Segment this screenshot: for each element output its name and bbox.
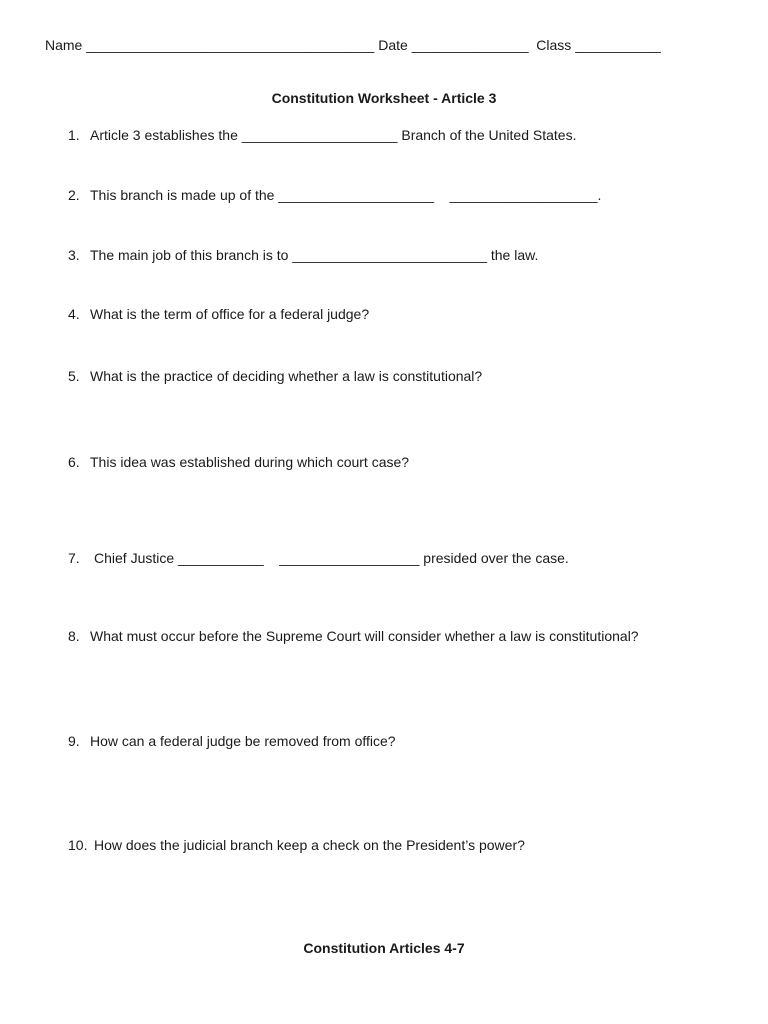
header-line [45, 37, 661, 53]
question-number: 7. [68, 550, 80, 566]
name-label: Name [45, 37, 83, 53]
question-number: 5. [68, 368, 80, 384]
next-section-title: Constitution Articles 4-7 [303, 940, 465, 956]
question-text: This idea was established during which court case? [90, 454, 410, 470]
question-text: Chief Justice ___________ __________________ presided over the case. [94, 550, 569, 566]
date-blank[interactable]: _______________ [411, 37, 529, 53]
question-number: 1. [68, 127, 80, 143]
date-label: Date [378, 37, 408, 53]
question-text: This branch is made up of the ____________________ ___________________. [90, 187, 602, 203]
question-number: 2. [68, 187, 80, 203]
question-text: The main job of this branch is to _________________________ the law. [90, 247, 539, 263]
question-text: What is the practice of deciding whether a law is constitutional? [90, 368, 483, 384]
question-number: 4. [68, 306, 80, 322]
question-text: What is the term of office for a federal judge? [90, 306, 370, 322]
class-label: Class [536, 37, 572, 53]
question-number: 9. [68, 733, 80, 749]
question-text: Article 3 establishes the ____________________ Branch of the United States. [90, 127, 577, 143]
question-number: 10. [68, 837, 88, 853]
question-number: 6. [68, 454, 80, 470]
question-number: 8. [68, 628, 80, 644]
question-text: What must occur before the Supreme Court will consider whether a law is constitutional? [90, 628, 639, 644]
name-blank[interactable]: _____________________________________ [86, 37, 375, 53]
class-blank[interactable]: ___________ [575, 37, 661, 53]
question-number: 3. [68, 247, 80, 263]
question-text: How does the judicial branch keep a check on the President’s power? [94, 837, 525, 853]
worksheet-title: Constitution Worksheet - Article 3 [271, 90, 497, 106]
question-text: How can a federal judge be removed from office? [90, 733, 396, 749]
